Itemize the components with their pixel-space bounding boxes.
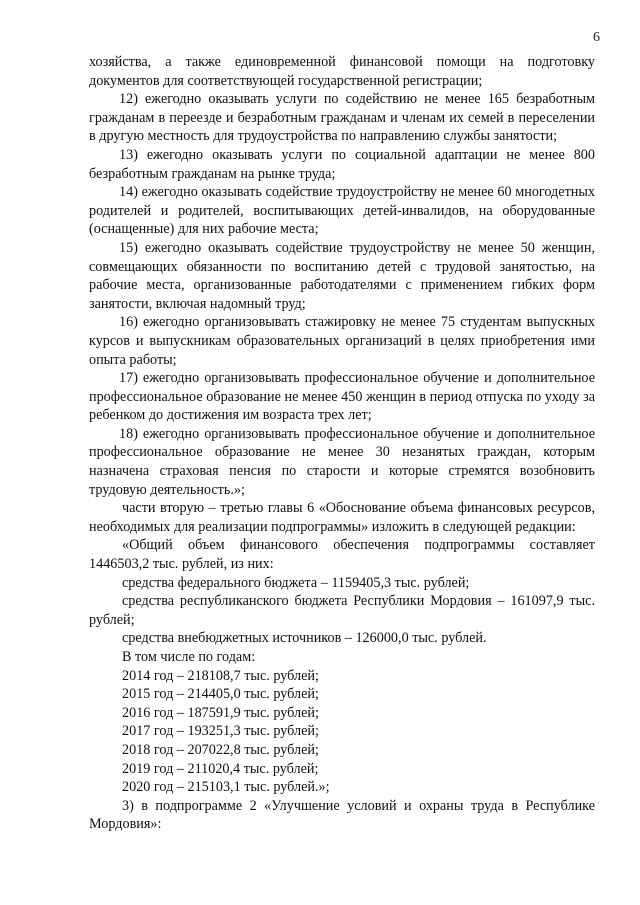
funding-year-2019: 2019 год – 211020,4 тыс. рублей; bbox=[122, 760, 319, 777]
funding-year-2017: 2017 год – 193251,3 тыс. рублей; bbox=[122, 723, 319, 740]
paragraph-item-18: 18) ежегодно организовывать профессиональное обучение и дополнительное профессиональное образование не менее 30 незанятых граждан, которым назначена страховая пенсия по старости и которые стремятся возобновить трудовую деятельность.»; bbox=[89, 425, 595, 498]
funding-by-year-heading: В том числе по годам: bbox=[122, 649, 256, 665]
paragraph-item-16: 16) ежегодно организовывать стажировку не менее 75 студентам выпускных курсов и выпускникам образовательных организаций в целях приобретения ими опыта работы; bbox=[89, 314, 595, 368]
funding-year-2014: 2014 год – 218108,7 тыс. рублей; bbox=[122, 667, 319, 684]
funding-federal-budget: средства федерального бюджета – 1159405,3 тыс. рублей; bbox=[122, 574, 470, 591]
funding-year-2015: 2015 год – 214405,0 тыс. рублей; bbox=[122, 686, 319, 703]
paragraph-continuation: хозяйства, а также единовременной финансовой помощи на подготовку документов для соответствующей государственной регистрации; bbox=[89, 54, 595, 89]
document-body bbox=[89, 53, 595, 834]
funding-extrabudgetary: средства внебюджетных источников – 126000,0 тыс. рублей. bbox=[122, 630, 487, 647]
funding-year-2020: 2020 год – 215103,1 тыс. рублей.»; bbox=[122, 779, 330, 796]
paragraph-item-13: 13) ежегодно оказывать услуги по социальной адаптации не менее 800 безработным гражданам на рынке труда; bbox=[89, 146, 595, 182]
funding-year-2018: 2018 год – 207022,8 тыс. рублей; bbox=[122, 741, 319, 758]
funding-republican-budget: средства республиканского бюджета Республики Мордовия – 161097,9 тыс. рублей; bbox=[89, 593, 595, 628]
page-number: 6 bbox=[593, 30, 600, 45]
paragraph-chapter-6-amendment: части вторую – третью главы 6 «Обоснование объема финансовых ресурсов, необходимых для реализации подпрограммы» изложить в следующей редакции: bbox=[89, 500, 595, 535]
paragraph-item-17: 17) ежегодно организовывать профессиональное обучение и дополнительное профессиональное образование не менее 450 женщин в период отпуска по уходу за ребенком до достижения им возраста трех лет; bbox=[89, 370, 595, 424]
paragraph-item-12: 12) ежегодно оказывать услуги по содействию не менее 165 безработным гражданам в переезде и безработным гражданам и членам их семей в переселении в другую местность для трудоустройства по направлению службы занятости; bbox=[89, 91, 595, 145]
paragraph-subprogram-2: 3) в подпрограмме 2 «Улучшение условий и охраны труда в Республике Мордовия»: bbox=[89, 797, 595, 833]
paragraph-item-15: 15) ежегодно оказывать содействие трудоустройству не менее 50 женщин, совмещающих обязанности по воспитанию детей с трудовой занятостью, на рабочие места, организованные работодателями с применением гибких форм занятости, включая надомный труд; bbox=[89, 239, 595, 312]
funding-year-2016: 2016 год – 187591,9 тыс. рублей; bbox=[122, 704, 319, 721]
paragraph-total-funding: «Общий объем финансового обеспечения подпрограммы составляет 1446503,2 тыс. рублей, из них: bbox=[89, 537, 595, 573]
paragraph-item-14: 14) ежегодно оказывать содействие трудоустройству не менее 60 многодетных родителей и родителей, воспитывающих детей-инвалидов, на оборудованные (оснащенные) для них рабочие места; bbox=[89, 184, 595, 238]
